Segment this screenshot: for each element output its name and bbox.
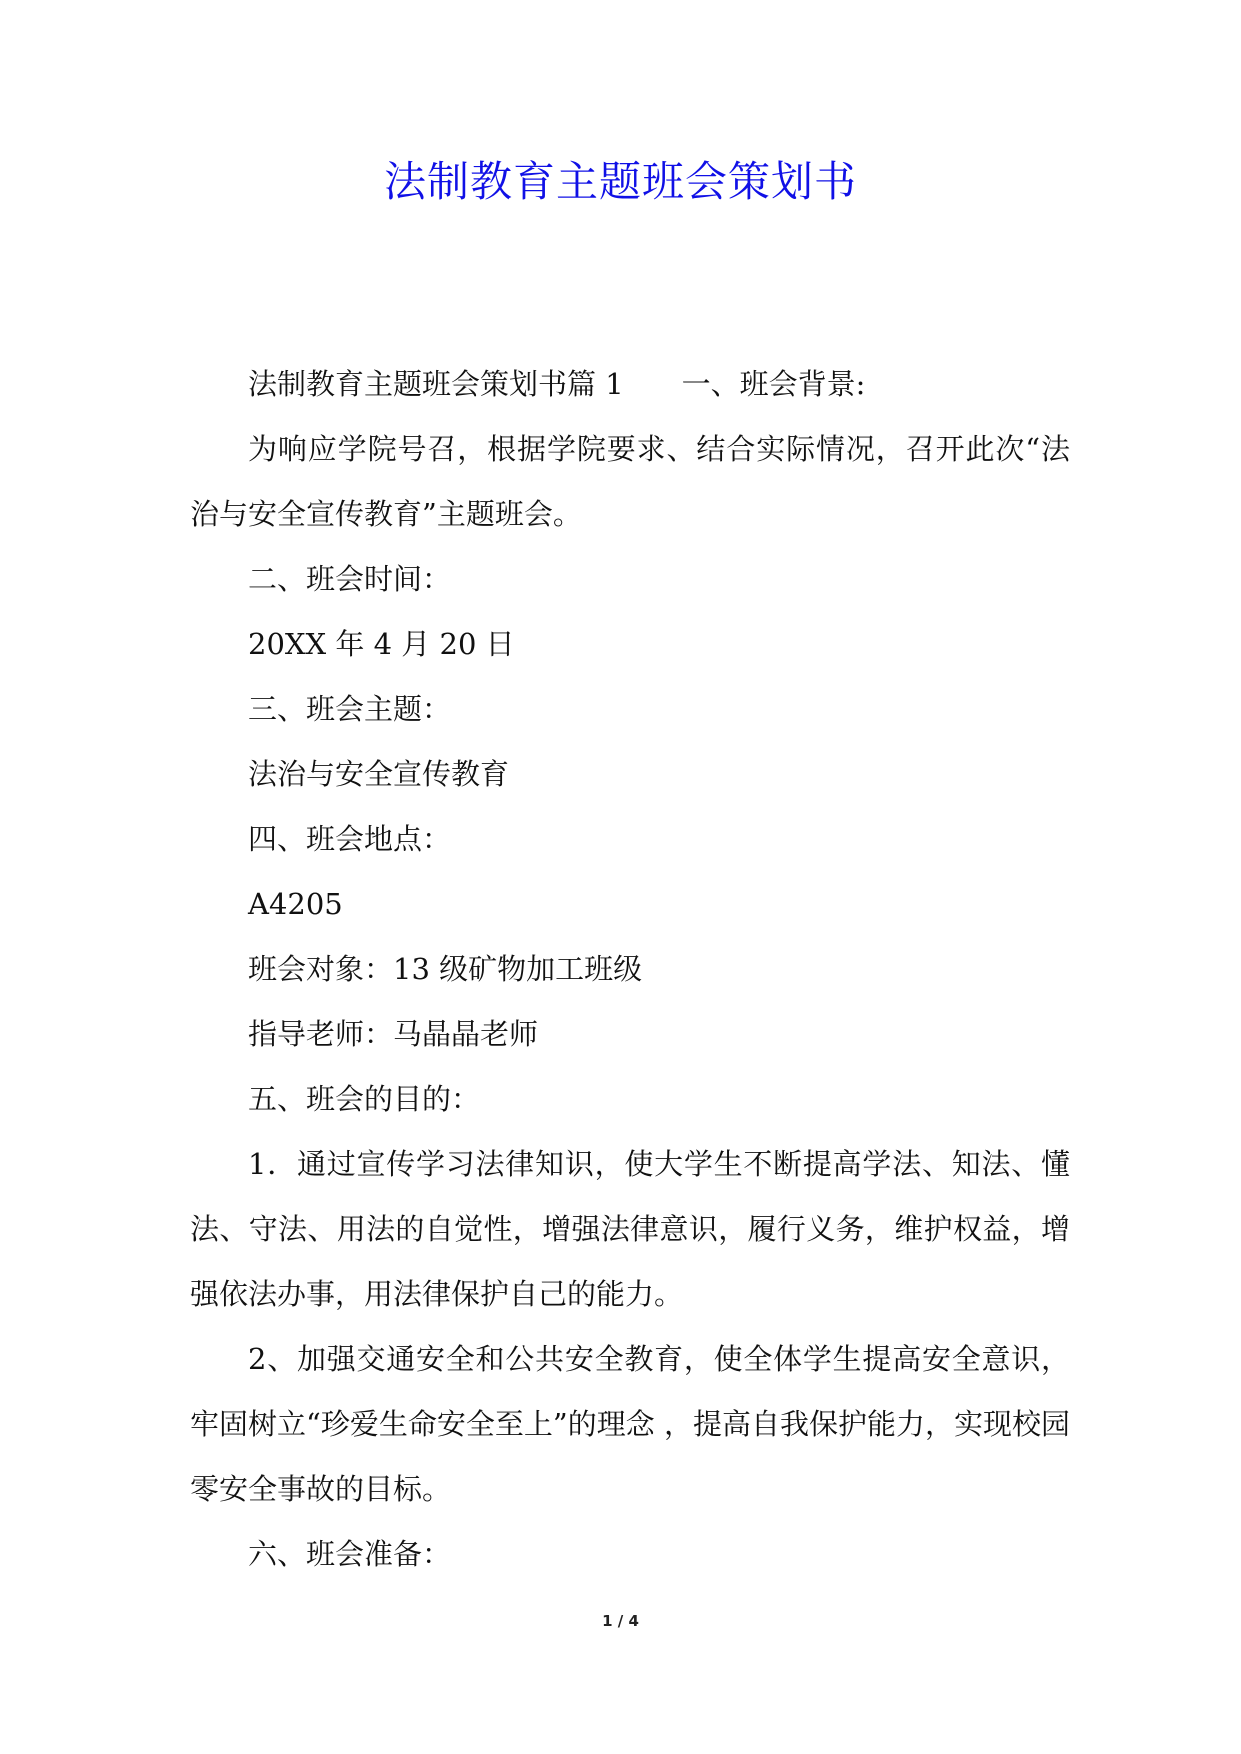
heading-purpose: 五、班会的目的： xyxy=(248,1082,481,1116)
heading-time: 二、班会时间： xyxy=(248,562,452,596)
paragraph-background: 为响应学院号召，根据学院要求、结合实际情况，召开此次“法治与安全宣传教育”主题班会。 xyxy=(190,432,1070,531)
paragraph-purpose-1: 1．通过宣传学习法律知识，使大学生不断提高学法、知法、懂法、守法、用法的自觉性，增强法律意识，履行义务，维护权益，增强依法办事，用法律保护自己的能力。 xyxy=(190,1147,1070,1311)
paragraph-intro: 法制教育主题班会策划书篇 1 一、班会背景: xyxy=(248,367,866,401)
paragraph-location: A4205 xyxy=(248,887,343,921)
heading-preparation: 六、班会准备： xyxy=(248,1537,452,1571)
heading-theme: 三、班会主题： xyxy=(248,692,452,726)
paragraph-purpose-2: 2、加强交通安全和公共安全教育，使全体学生提高安全意识，牢固树立“珍爱生命安全至上”的理念 ，提高自我保护能力，实现校园零安全事故的目标。 xyxy=(190,1342,1070,1506)
paragraph-theme: 法治与安全宣传教育 xyxy=(248,757,510,791)
heading-location: 四、班会地点： xyxy=(248,822,452,856)
page-number: 1 / 4 xyxy=(602,1612,639,1630)
paragraph-audience: 班会对象：13 级矿物加工班级 xyxy=(248,952,643,986)
paragraph-date: 20XX 年 4 月 20 日 xyxy=(248,627,515,661)
document-title: 法制教育主题班会策划书 xyxy=(383,157,857,206)
document-body xyxy=(190,352,1070,1587)
paragraph-advisor: 指导老师：马晶晶老师 xyxy=(248,1017,539,1051)
